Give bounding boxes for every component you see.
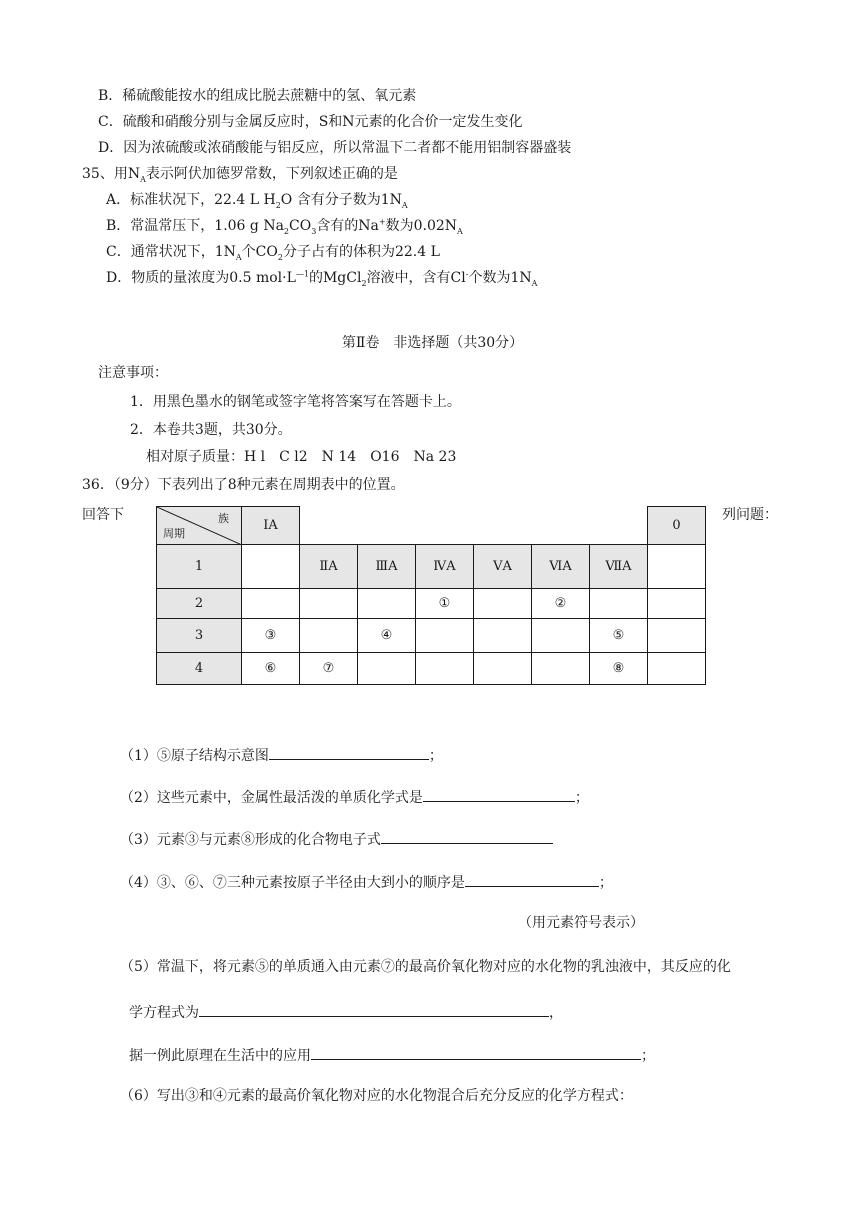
table-cell [648,653,706,685]
group-header: ⅡA [300,545,358,589]
table-corner-cell [157,507,242,545]
group-0-header: 0 [648,507,706,545]
table-header-row [157,507,706,545]
answer-blank[interactable] [423,786,575,802]
answer-blank[interactable] [381,828,553,844]
table-cell [242,589,300,619]
q36-sub4: （4）③、⑥、⑦三种元素按原子半径由大到小的顺序是 ； [120,871,613,892]
answer-blank[interactable] [311,1044,641,1060]
table-cell [242,545,300,589]
q34-option-d: D．因为浓硫酸或浓硝酸能与铝反应，所以常温下二者都不能用铝制容器盛装 [98,140,572,156]
table-row [157,653,706,685]
table-row [157,545,706,589]
table-cell [648,545,706,589]
q36-left-text: 回答下 [82,507,124,523]
answer-blank[interactable] [269,744,429,760]
group-header: ⅢA [358,545,416,589]
table-cell: ⑤ [590,619,648,653]
corner-period-label: 周期 [163,527,185,540]
group-header: ⅤA [474,545,532,589]
q35-option-b: B．常温常压下，1.06 g $Na_2CO_3$含有的Na+数为$0.02N_A$ [106,217,463,236]
table-cell [474,653,532,685]
table-cell [300,589,358,619]
q36-sub3: （3）元素③与元素⑧形成的化合物电子式 [120,828,553,849]
table-cell [532,653,590,685]
period-label: 2 [157,589,242,619]
q34-option-c: C．硫酸和硝酸分别与金属反应时，S和N元素的化合价一定发生变化 [98,114,523,130]
period-label: 3 [157,619,242,653]
note-1: 1．用黑色墨水的钢笔或签字笔将答案写在答题卡上。 [130,394,461,410]
q36-right-text: 列问题： [722,507,778,523]
table-cell: ① [416,589,474,619]
table-cell [648,619,706,653]
period-label: 4 [157,653,242,685]
table-cell [590,589,648,619]
table-cell [358,653,416,685]
table-cell [358,589,416,619]
note-2: 2．本卷共3题，共30分。 [130,422,292,438]
atomic-masses: 相对原子质量：H l C l2 N 14 O16 Na 23 [146,449,457,465]
table-cell: ⑦ [300,653,358,685]
q35-option-d: D．物质的量浓度为0.5 $mol\cdot L^{—1}$的MgCl$_2$溶液中，含有Cl-个数为$1N_A$ [106,269,538,288]
q35-option-c: C．通常状况下，$1N_A$个$CO_2$分子占有的体积为22.4 L [106,244,440,262]
table-cell: ⑧ [590,653,648,685]
corner-group-label: 族 [218,512,229,525]
table-cell [416,619,474,653]
table-cell: ④ [358,619,416,653]
group-1-header: ⅠA [242,507,300,545]
group-header: ⅥA [532,545,590,589]
answer-blank[interactable] [465,871,599,887]
notes-heading: 注意事项： [98,365,168,381]
q36-sub4-note: （用元素符号表示） [518,915,644,931]
table-cell [532,619,590,653]
q35-stem: 35、用$N_A$表示阿伏加德罗常数，下列叙述正确的是 [82,166,398,184]
group-header: ⅦA [590,545,648,589]
q36-sub1: （1）⑤原子结构示意图 ； [120,744,443,765]
q36-sub5-line2: 学方程式为 ， [129,1001,563,1022]
group-header: ⅣA [416,545,474,589]
table-cell: ② [532,589,590,619]
table-cell [300,619,358,653]
periodic-table [156,506,706,685]
q36-sub5-line3: 据一例此原理在生活中的应用 ； [129,1044,655,1065]
table-cell: ③ [242,619,300,653]
table-cell: ⑥ [242,653,300,685]
q36-stem: 36．（9分）下表列出了8种元素在周期表中的位置。 [82,477,405,493]
table-cell [416,653,474,685]
answer-blank[interactable] [199,1001,549,1017]
table-cell [648,589,706,619]
table-cell [474,619,532,653]
table-row [157,589,706,619]
part2-title: 第Ⅱ卷 非选择题（共30分） [341,335,524,351]
period-label: 1 [157,545,242,589]
table-cell [474,589,532,619]
q34-option-b: B．稀硫酸能按水的组成比脱去蔗糖中的氢、氧元素 [98,88,417,104]
table-row [157,619,706,653]
q36-sub5-line1: （5）常温下，将元素⑤的单质通入由元素⑦的最高价氧化物对应的水化物的乳浊液中，其反应的化 [120,959,731,975]
q36-sub2: （2）这些元素中，金属性最活泼的单质化学式是 ； [120,786,589,807]
q35-option-a: A．标准状况下，22.4 L $H_2O$ 含有分子数为$1N_A$ [106,192,408,210]
q36-sub6: （6）写出③和④元素的最高价氧化物对应的水化物混合后充分反应的化学方程式： [120,1088,633,1104]
